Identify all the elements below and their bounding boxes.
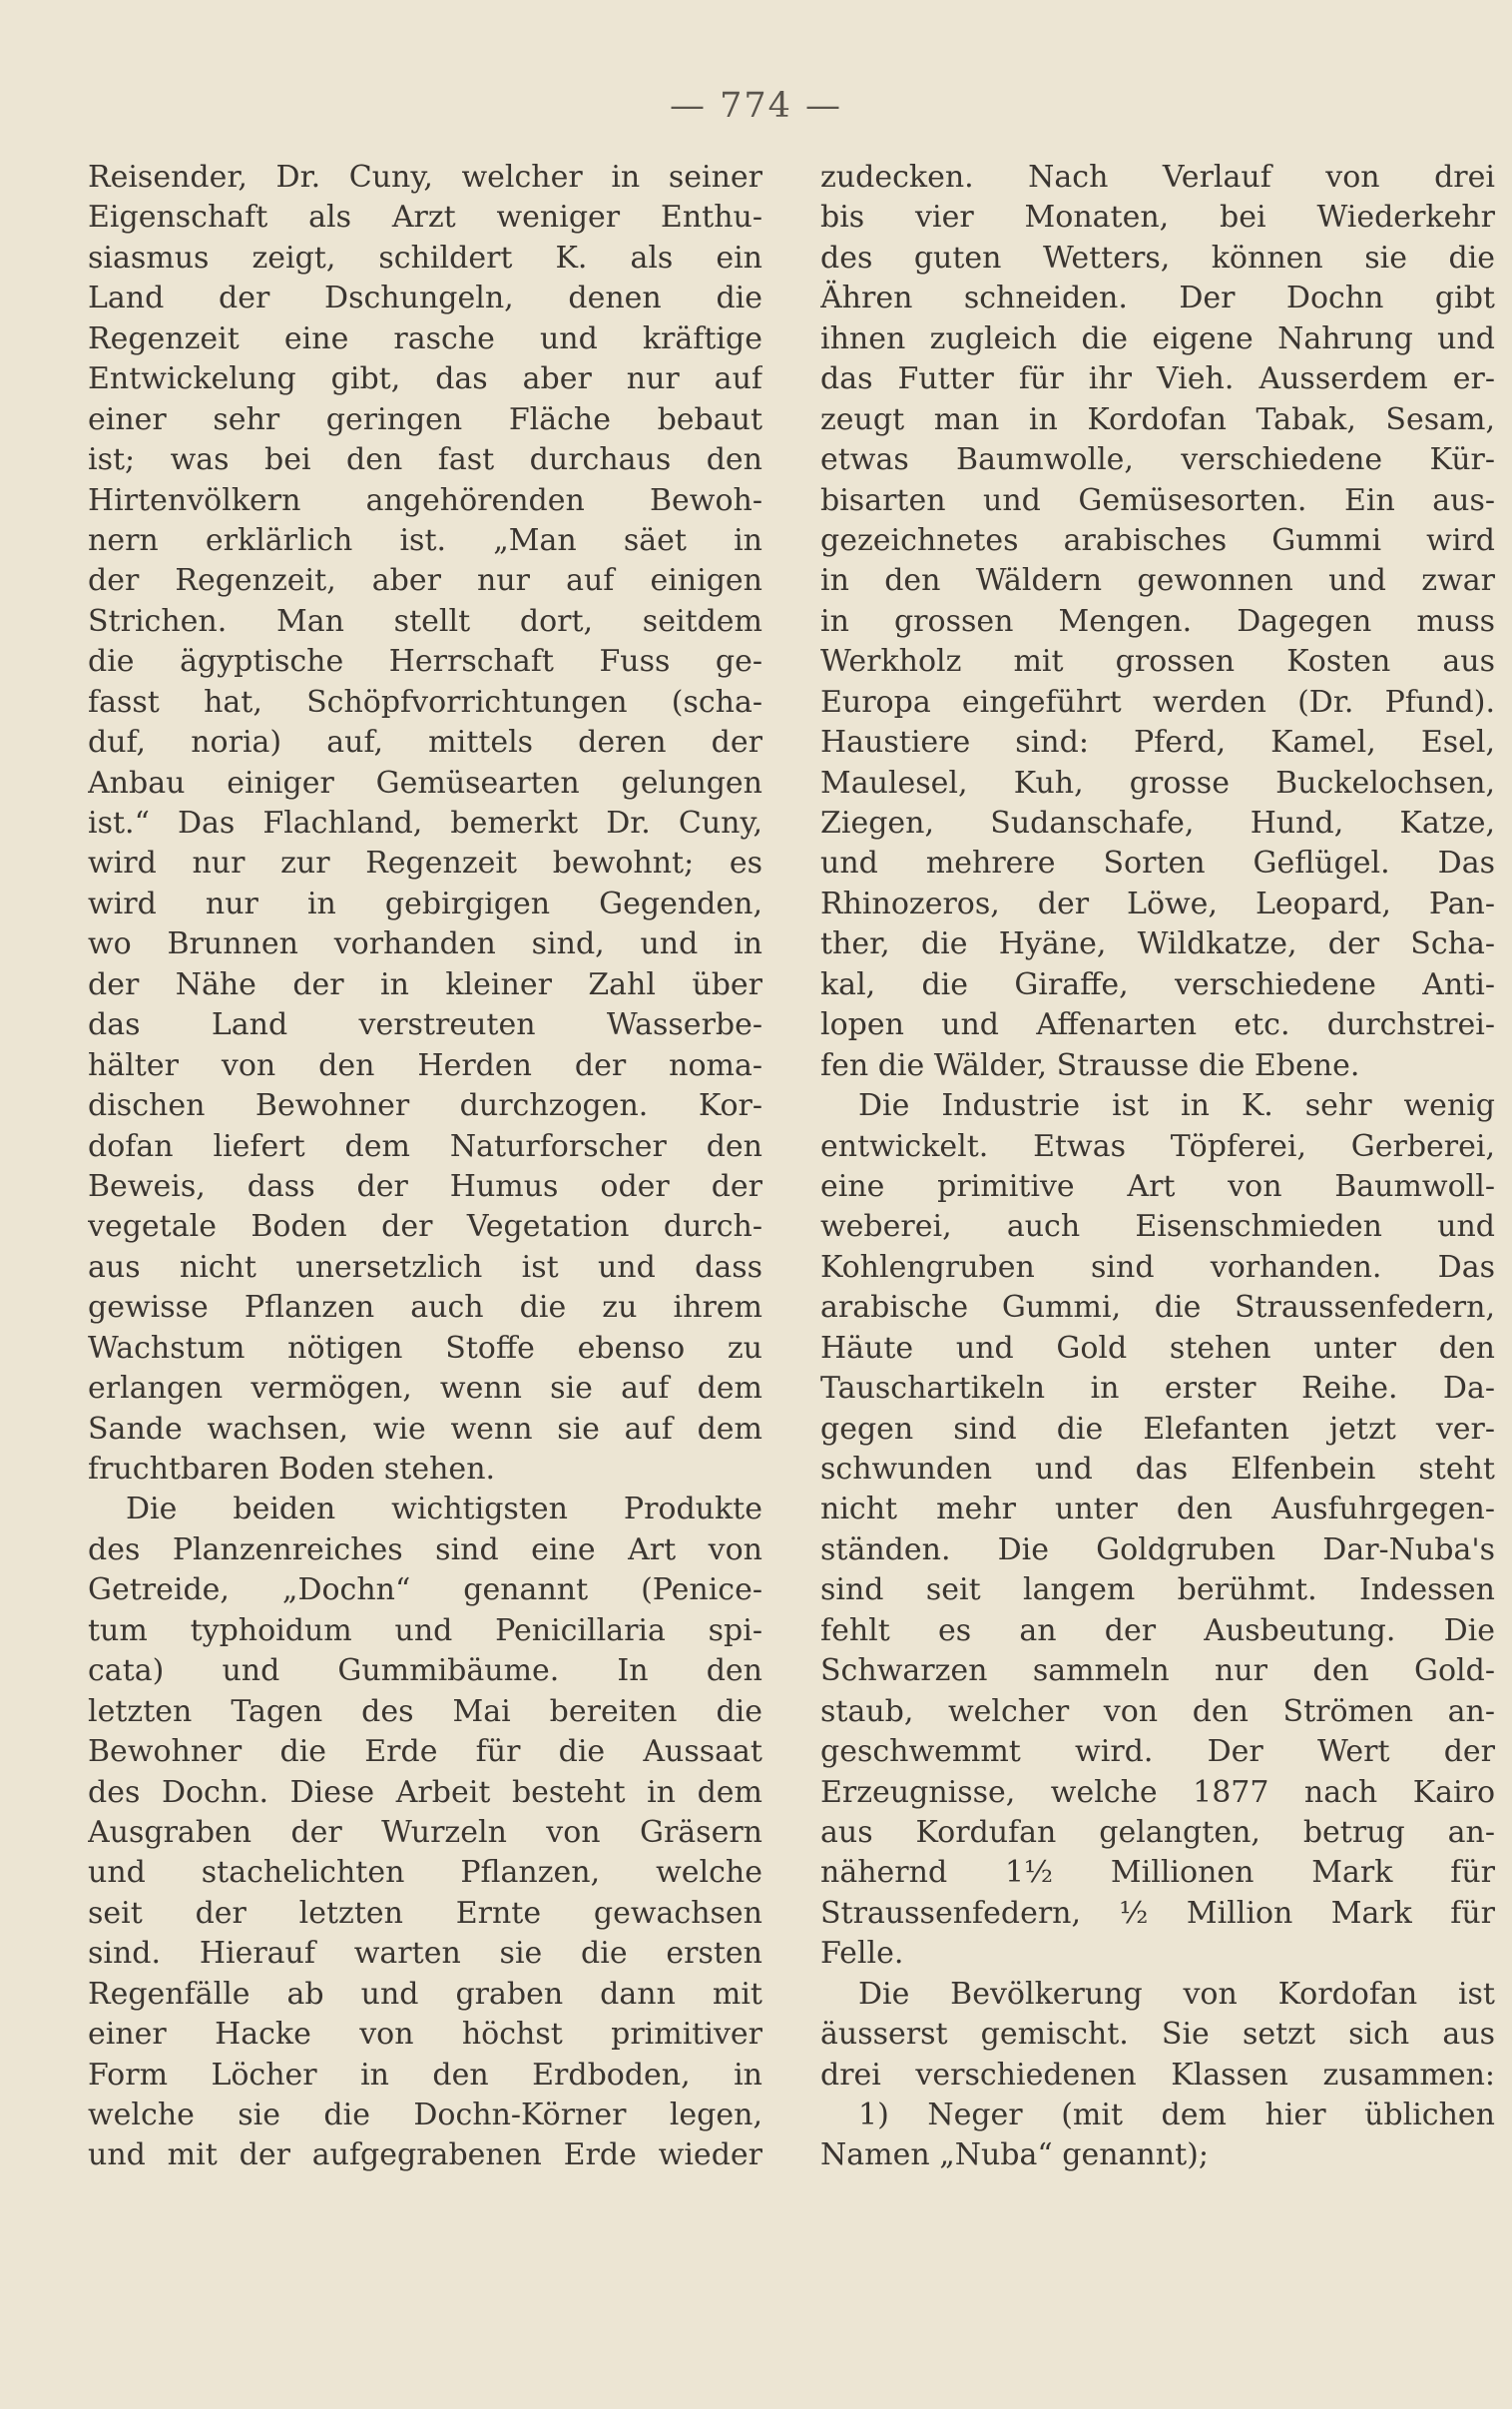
text-line: kal, die Giraffe, verschiedene Anti- bbox=[820, 966, 1495, 1002]
text-line: gezeichnetes arabisches Gummi wird bbox=[820, 522, 1495, 558]
text-line: ständen. Die Goldgruben Dar-Nuba's bbox=[820, 1531, 1495, 1567]
text-line: wo Brunnen vorhanden sind, und in bbox=[88, 926, 762, 962]
text-line: aus Kordufan gelangten, betrug an- bbox=[820, 1814, 1495, 1850]
text-line: Beweis, dass der Humus oder der bbox=[88, 1168, 762, 1204]
text-line: entwickelt. Etwas Töpferei, Gerberei, bbox=[820, 1128, 1495, 1164]
text-line: die ägyptische Herrschaft Fuss ge- bbox=[88, 644, 762, 680]
text-line: Wachstum nötigen Stoffe ebenso zu bbox=[88, 1330, 762, 1366]
text-line: Werkholz mit grossen Kosten aus bbox=[820, 644, 1495, 680]
text-line: dischen Bewohner durchzogen. Kor- bbox=[88, 1088, 762, 1124]
text-line: erlangen vermögen, wenn sie auf dem bbox=[88, 1371, 762, 1407]
text-line: weberei, auch Eisenschmieden und bbox=[820, 1209, 1495, 1245]
text-line: in grossen Mengen. Dagegen muss bbox=[820, 603, 1495, 639]
text-line: wird nur in gebirgigen Gegenden, bbox=[88, 886, 762, 921]
text-line: Maulesel, Kuh, grosse Buckelochsen, bbox=[820, 765, 1495, 801]
text-line: Eigenschaft als Arzt weniger Enthu- bbox=[88, 200, 762, 236]
text-line: vegetale Boden der Vegetation durch- bbox=[88, 1209, 762, 1245]
text-line: der Nähe der in kleiner Zahl über bbox=[88, 966, 762, 1002]
left-text-column bbox=[88, 158, 762, 2176]
text-line: wird nur zur Regenzeit bewohnt; es bbox=[88, 846, 762, 882]
text-line: in den Wäldern gewonnen und zwar bbox=[820, 563, 1495, 599]
text-line: und stachelichten Pflanzen, welche bbox=[88, 1855, 762, 1891]
text-line: sind seit langem berühmt. Indessen bbox=[820, 1572, 1495, 1608]
text-line: Straussenfedern, ½ Million Mark für bbox=[820, 1895, 1495, 1931]
text-line: duf, noria) auf, mittels deren der bbox=[88, 725, 762, 761]
text-line: Die Industrie ist in K. sehr wenig bbox=[858, 1088, 1495, 1124]
text-line: etwas Baumwolle, verschiedene Kür- bbox=[820, 442, 1495, 478]
text-line: Erzeugnisse, welche 1877 nach Kairo bbox=[820, 1774, 1495, 1810]
text-line: Felle. bbox=[820, 1936, 904, 1972]
text-line: ist; was bei den fast durchaus den bbox=[88, 442, 762, 478]
text-line: lopen und Affenarten etc. durchstrei- bbox=[820, 1007, 1495, 1043]
text-line: Haustiere sind: Pferd, Kamel, Esel, bbox=[820, 725, 1495, 761]
text-line: und mit der aufgegrabenen Erde wieder bbox=[88, 2137, 762, 2173]
text-line: ihnen zugleich die eigene Nahrung und bbox=[820, 320, 1495, 356]
text-line: fehlt es an der Ausbeutung. Die bbox=[820, 1612, 1495, 1648]
text-line: Die Bevölkerung von Kordofan ist bbox=[858, 1976, 1495, 2012]
text-line: der Regenzeit, aber nur auf einigen bbox=[88, 563, 762, 599]
text-line: Reisender, Dr. Cuny, welcher in seiner bbox=[88, 160, 762, 195]
text-line: Häute und Gold stehen unter den bbox=[820, 1330, 1495, 1366]
text-line: dofan liefert dem Naturforscher den bbox=[88, 1128, 762, 1164]
text-line: fen die Wälder, Strausse die Ebene. bbox=[820, 1047, 1360, 1083]
text-line: Europa eingeführt werden (Dr. Pfund). bbox=[820, 684, 1495, 720]
text-line: ther, die Hyäne, Wildkatze, der Scha- bbox=[820, 926, 1495, 962]
text-line: Namen „Nuba“ genannt); bbox=[820, 2137, 1209, 2173]
text-line: schwunden und das Elfenbein steht bbox=[820, 1452, 1495, 1487]
text-line: Ausgraben der Wurzeln von Gräsern bbox=[88, 1814, 762, 1850]
text-line: bis vier Monaten, bei Wiederkehr bbox=[820, 200, 1495, 236]
text-line: aus nicht unersetzlich ist und dass bbox=[88, 1249, 762, 1285]
text-line: hälter von den Herden der noma- bbox=[88, 1047, 762, 1083]
text-line: sind. Hierauf warten sie die ersten bbox=[88, 1936, 762, 1972]
text-line: zudecken. Nach Verlauf von drei bbox=[820, 160, 1495, 195]
text-line: Hirtenvölkern angehörenden Bewoh- bbox=[88, 482, 762, 518]
text-line: äusserst gemischt. Sie setzt sich aus bbox=[820, 2017, 1495, 2053]
text-line: Tauschartikeln in erster Reihe. Da- bbox=[820, 1371, 1495, 1407]
text-line: staub, welcher von den Strömen an- bbox=[820, 1693, 1495, 1729]
text-line: gegen sind die Elefanten jetzt ver- bbox=[820, 1411, 1495, 1447]
text-line: tum typhoidum und Penicillaria spi- bbox=[88, 1612, 762, 1648]
text-line: letzten Tagen des Mai bereiten die bbox=[88, 1693, 762, 1729]
text-line: welche sie die Dochn-Körner legen, bbox=[88, 2098, 762, 2132]
text-line: bisarten und Gemüsesorten. Ein aus- bbox=[820, 482, 1495, 518]
text-line: Getreide, „Dochn“ genannt (Penice- bbox=[88, 1572, 762, 1608]
text-line: Land der Dschungeln, denen die bbox=[88, 281, 762, 316]
text-line: Ähren schneiden. Der Dochn gibt bbox=[820, 281, 1495, 316]
text-line: Kohlengruben sind vorhanden. Das bbox=[820, 1249, 1495, 1285]
text-line: Bewohner die Erde für die Aussaat bbox=[88, 1734, 762, 1770]
text-line: das Futter für ihr Vieh. Ausserdem er- bbox=[820, 361, 1495, 397]
text-line: des Planzenreiches sind eine Art von bbox=[88, 1531, 762, 1567]
right-text-column bbox=[820, 158, 1495, 2176]
text-line: seit der letzten Ernte gewachsen bbox=[88, 1895, 762, 1931]
text-line: nicht mehr unter den Ausfuhrgegen- bbox=[820, 1492, 1495, 1527]
text-line: Die beiden wichtigsten Produkte bbox=[126, 1492, 762, 1527]
text-line: 1) Neger (mit dem hier üblichen bbox=[858, 2098, 1495, 2132]
text-line: Entwickelung gibt, das aber nur auf bbox=[88, 361, 762, 397]
text-line: nähernd 1½ Millionen Mark für bbox=[820, 1855, 1495, 1891]
text-line: arabische Gummi, die Straussenfedern, bbox=[820, 1290, 1495, 1326]
text-line: gewisse Pflanzen auch die zu ihrem bbox=[88, 1290, 762, 1326]
text-line: und mehrere Sorten Geflügel. Das bbox=[820, 846, 1495, 882]
text-line: eine primitive Art von Baumwoll- bbox=[820, 1168, 1495, 1204]
text-line: zeugt man in Kordofan Tabak, Sesam, bbox=[820, 401, 1495, 437]
text-line: das Land verstreuten Wasserbe- bbox=[88, 1007, 762, 1043]
text-line: fasst hat, Schöpfvorrichtungen (scha- bbox=[88, 684, 762, 720]
text-line: fruchtbaren Boden stehen. bbox=[88, 1452, 496, 1487]
text-line: Form Löcher in den Erdboden, in bbox=[88, 2057, 762, 2093]
text-line: drei verschiedenen Klassen zusammen: bbox=[820, 2057, 1495, 2093]
text-line: einer Hacke von höchst primitiver bbox=[88, 2017, 762, 2053]
text-line: siasmus zeigt, schildert K. als ein bbox=[88, 240, 762, 276]
text-line: des Dochn. Diese Arbeit besteht in dem bbox=[88, 1774, 762, 1810]
text-line: geschwemmt wird. Der Wert der bbox=[820, 1734, 1495, 1770]
text-line: ist.“ Das Flachland, bemerkt Dr. Cuny, bbox=[88, 806, 762, 841]
page-number: — 774 — bbox=[669, 86, 843, 126]
text-line: Sande wachsen, wie wenn sie auf dem bbox=[88, 1411, 762, 1447]
text-line: nern erklärlich ist. „Man säet in bbox=[88, 522, 762, 558]
text-line: Rhinozeros, der Löwe, Leopard, Pan- bbox=[820, 886, 1495, 921]
text-line: Regenfälle ab und graben dann mit bbox=[88, 1976, 762, 2012]
text-line: Anbau einiger Gemüsearten gelungen bbox=[88, 765, 762, 801]
text-line: Ziegen, Sudanschafe, Hund, Katze, bbox=[820, 806, 1495, 841]
text-line: Schwarzen sammeln nur den Gold- bbox=[820, 1653, 1495, 1689]
text-line: einer sehr geringen Fläche bebaut bbox=[88, 401, 762, 437]
text-line: Regenzeit eine rasche und kräftige bbox=[88, 320, 762, 356]
text-line: des guten Wetters, können sie die bbox=[820, 240, 1495, 276]
text-line: cata) und Gummibäume. In den bbox=[88, 1653, 762, 1689]
text-line: Strichen. Man stellt dort, seitdem bbox=[88, 603, 762, 639]
